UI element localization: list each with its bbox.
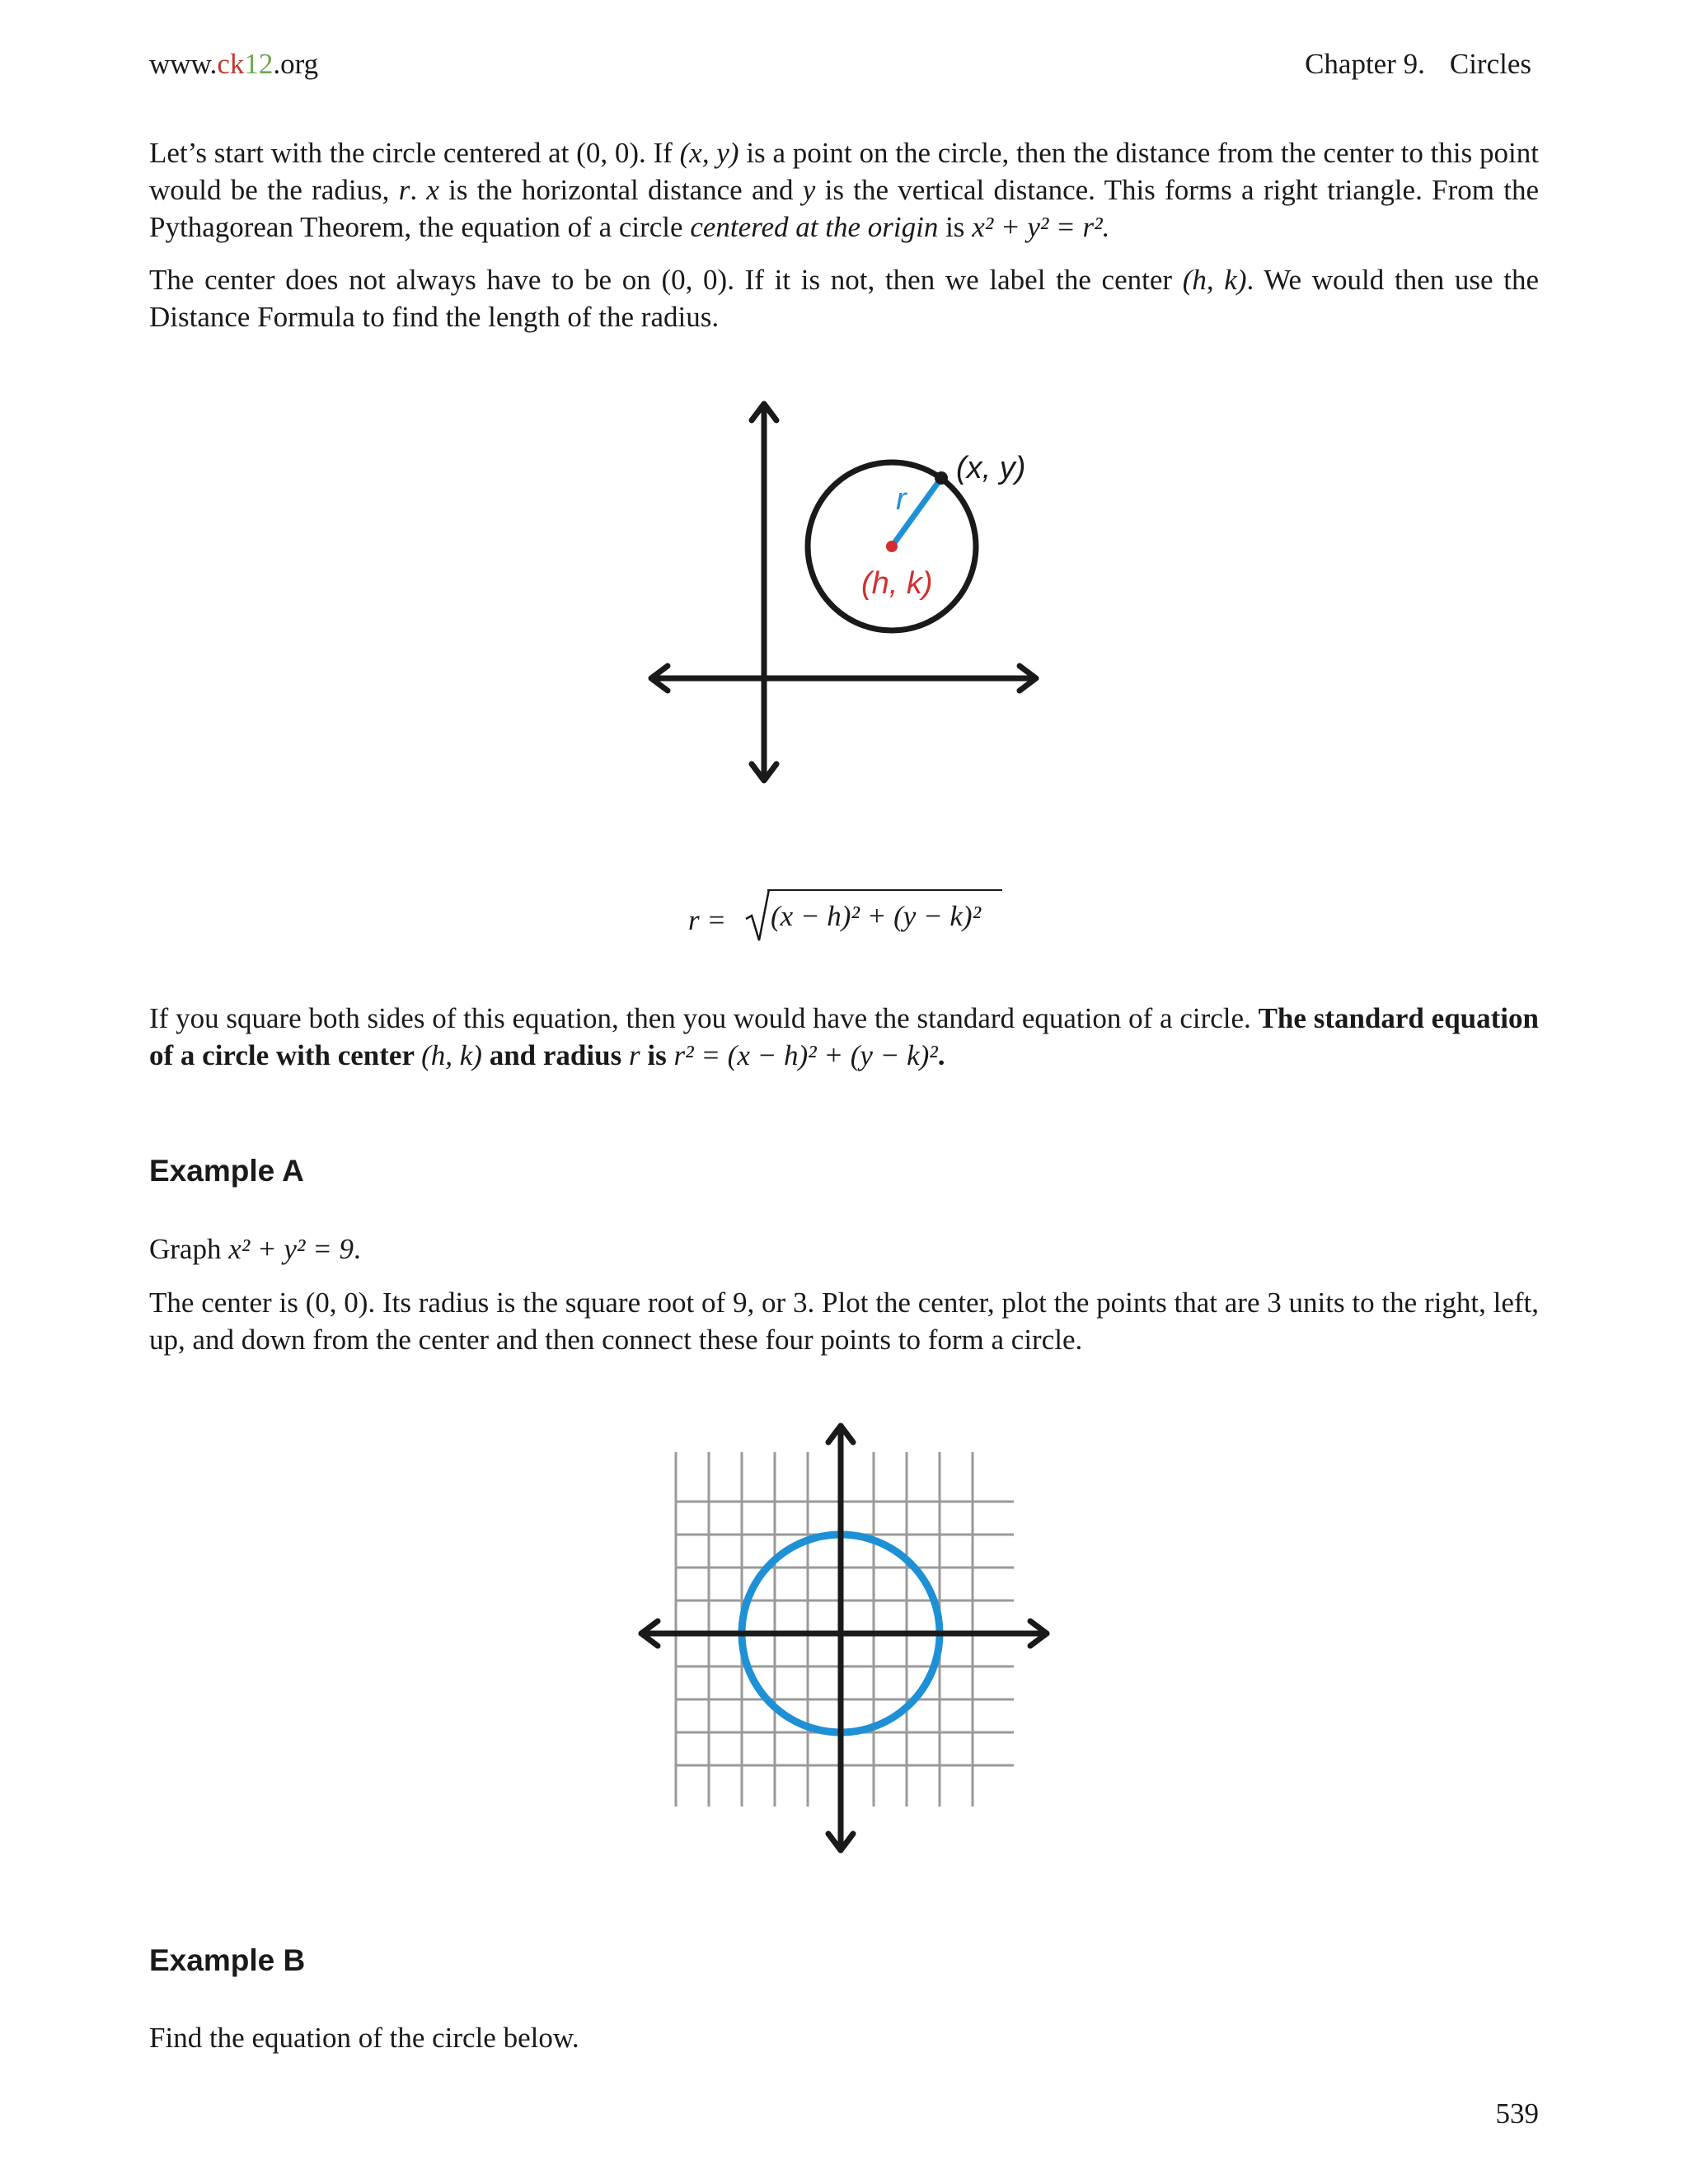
figure1-center-label: (h, k) — [861, 566, 933, 601]
radical-sign — [744, 886, 772, 944]
circle-center-figure — [643, 387, 1055, 791]
distance-formula — [688, 893, 1018, 950]
chapter-title: Circles — [1449, 48, 1531, 80]
standard-equation-paragraph: If you square both sides of this equation, then you would have the standard equation of a circle. The standard equation of a circle with center (h, k) and radius r is r² = (x − h)² + (y − k)². — [149, 1002, 1539, 1071]
page-number: 539 — [1495, 2097, 1539, 2130]
radical-bar — [767, 889, 1002, 891]
example-b-task: Find the equation of the circle below. — [149, 2022, 579, 2054]
figure1-radius-label: r — [896, 482, 907, 517]
site-url[interactable] — [149, 48, 318, 81]
intro-paragraph-2: The center does not always have to be on (0, 0). If it is not, then we label the center (h, k). We would then use the Distance Formula to find the length of the radius. — [149, 264, 1539, 333]
example-a-task: Graph x² + y² = 9. — [149, 1233, 361, 1265]
example-a-solution: The center is (0, 0). Its radius is the square root of 9, or 3. Plot the center, plot the points that are 3 units to the right, left, up, and down from the center and then connect these four points to form a circle. — [149, 1286, 1539, 1356]
intro-paragraph-1: Let’s start with the circle centered at (0, 0). If (x, y) is a point on the circle, then the distance from the center to this point would be the radius, r. x is the horizontal distance and y is the vertical distance. This forms a right triangle. From the Pythagorean Theorem, the equation of a circle centered at the origin is x² + y² = r². — [149, 137, 1540, 243]
chapter-number: Chapter 9. — [1305, 48, 1425, 80]
chapter-header — [1305, 48, 1531, 81]
figure1-point-xy — [935, 471, 948, 485]
distance-formula-radicand: (x − h)² + (y − k)² — [771, 900, 982, 932]
site-url-suffix: .org — [273, 48, 319, 80]
figure1-point-label: (x, y) — [956, 451, 1026, 485]
figure1-center-point — [886, 541, 898, 552]
distance-formula-lhs: r = — [688, 904, 726, 936]
site-url-prefix: www. — [149, 48, 218, 80]
example-b-heading: Example B — [149, 1943, 306, 1977]
graph-grid — [676, 1452, 1014, 1807]
site-url-12: 12 — [244, 48, 274, 80]
example-a-graph — [635, 1418, 1055, 1863]
example-a-heading: Example A — [149, 1154, 304, 1188]
site-url-ck: ck — [217, 48, 245, 80]
